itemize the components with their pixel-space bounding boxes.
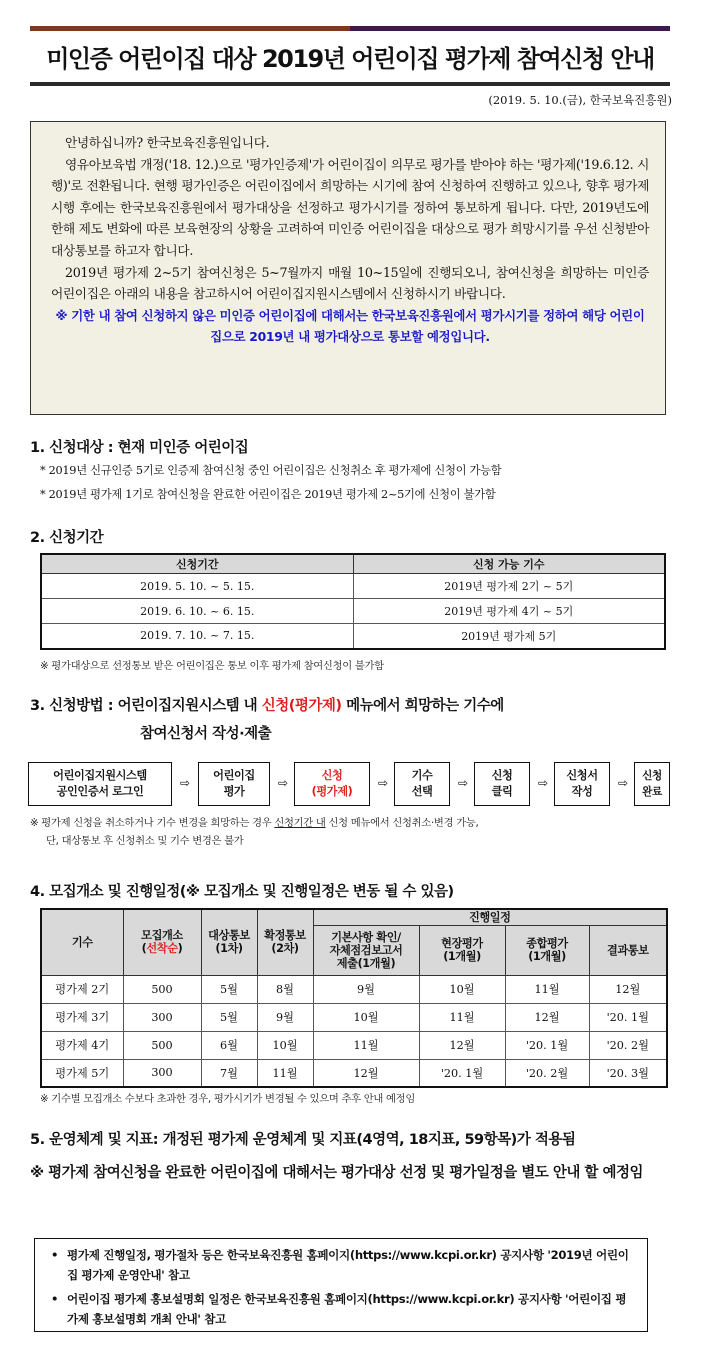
closing-notice: ※ 평가제 참여신청을 완료한 어린이집에 대해서는 평가대상 선정 및 평가일정을 별도 안내 할 예정임	[30, 1165, 643, 1181]
application-period-table	[40, 553, 666, 650]
header-text: (1차)	[215, 942, 243, 956]
header-text: 자체점검보고서	[329, 943, 403, 957]
section-3-note-2: 단, 대상통보 후 신청취소 및 기수 변경은 불가	[46, 835, 244, 847]
schedule-cell: 10월	[313, 1003, 419, 1031]
section-4-note: ※ 기수별 모집개소 수보다 초과한 경우, 평가시기가 변경될 수 있으며 추후 안내 예정임	[40, 1093, 415, 1105]
schedule-cell: 평가제 2기	[41, 975, 123, 1003]
schedule-cell: 500	[123, 1031, 201, 1059]
table-row	[41, 1031, 667, 1059]
table-row	[41, 975, 667, 1003]
section-3-note-1	[30, 814, 478, 829]
column-header-overall	[505, 925, 589, 975]
flow-step-label: 어린이집지원시스템	[53, 769, 147, 782]
arrow-right-icon: ⇨	[277, 776, 289, 790]
table-row	[41, 574, 665, 599]
schedule-cell: 12월	[505, 1003, 589, 1031]
flow-step-click-apply	[474, 762, 530, 806]
section-2-note: ※ 평가대상으로 선정통보 받은 어린이집은 통보 이후 평가제 참여신청이 불가함	[40, 660, 384, 672]
schedule-cell: '20. 2월	[589, 1031, 667, 1059]
header-text: 현장평가	[441, 937, 483, 950]
header-text: (2차)	[271, 942, 299, 956]
flow-step-write-form	[554, 762, 610, 806]
schedule-cell: '20. 1월	[419, 1059, 505, 1087]
flow-step-label: 신청	[642, 770, 662, 782]
table-row	[41, 599, 665, 624]
schedule-cell: '20. 2월	[505, 1059, 589, 1087]
first-come-label: 선착순	[146, 942, 178, 956]
flow-step-label: 클릭	[491, 785, 513, 798]
reference-item	[49, 1289, 635, 1329]
period-cell: 2019. 7. 10. ~ 7. 15.	[41, 624, 353, 649]
header-text: 제출(1개월)	[336, 956, 396, 970]
section-1-note-1: * 2019년 신규인증 5기로 인증제 참여신청 중인 어린이집은 신청취소 후 평가제에 신청이 가능함	[40, 464, 502, 477]
page-title: 미인증 어린이집 대상 2019년 어린이집 평가제 참여신청 안내	[46, 45, 654, 73]
column-header-period: 신청기간	[41, 554, 353, 574]
column-header-onsite	[419, 925, 505, 975]
period-cell: 2019. 5. 10. ~ 5. 15.	[41, 574, 353, 599]
column-header-terms: 신청 가능 기수	[353, 554, 665, 574]
flow-step-label: 어린이집	[213, 769, 255, 782]
schedule-cell: 10월	[419, 975, 505, 1003]
table-header-row	[41, 909, 667, 925]
schedule-cell: 11월	[419, 1003, 505, 1031]
column-header-result: 결과통보	[589, 925, 667, 975]
flow-step-label: 선택	[411, 785, 433, 798]
arrow-right-icon: ⇨	[377, 776, 389, 790]
column-header-term: 기수	[41, 909, 123, 975]
table-header-row	[41, 554, 665, 574]
notice-paragraph-schedule: 2019년 평가제 2~5기 참여신청은 5~7월까지 매월 10~15일에 진행되오니, 참여신청을 희망하는 미인증 어린이집은 아래의 내용을 참고하시어 어린이집지원시스템에서 신청하시기 바랍니다.	[51, 264, 649, 302]
greeting-notice-box	[30, 121, 666, 415]
column-header-capacity: 모집개소 (선착순)	[123, 909, 201, 975]
schedule-cell: 12월	[589, 975, 667, 1003]
flow-step-apply-menu	[294, 762, 370, 806]
arrow-right-icon: ⇨	[179, 776, 191, 790]
section-1-note-2: * 2019년 평가제 1기로 참여신청을 완료한 어린이집은 2019년 평가제 2~5기에 신청이 불가함	[40, 488, 496, 501]
column-header-first-notice	[201, 909, 257, 975]
application-flow	[28, 762, 670, 806]
schedule-cell: 6월	[201, 1031, 257, 1059]
header-color-bar	[30, 26, 670, 31]
arrow-right-icon: ⇨	[617, 776, 629, 790]
schedule-cell: 11월	[505, 975, 589, 1003]
header-text: (1개월)	[443, 950, 481, 963]
schedule-cell: 12월	[419, 1031, 505, 1059]
header-text: 확정통보	[264, 929, 306, 943]
schedule-cell: 7월	[201, 1059, 257, 1087]
bullet-icon: •	[51, 1248, 59, 1262]
section-3-heading-part-b: 메뉴에서 희망하는 기수에	[341, 698, 504, 714]
header-text: (1개월)	[528, 950, 566, 963]
section-3-note-underlined: 신청기간 내	[274, 817, 326, 829]
section-3-heading-part-a: 3. 신청방법 : 어린이집지원시스템 내	[30, 698, 262, 714]
flow-step-login	[28, 762, 172, 806]
column-header-confirm-notice	[257, 909, 313, 975]
schedule-cell: 9월	[313, 975, 419, 1003]
header-bar-left	[30, 26, 350, 31]
flow-step-label: 기수	[411, 769, 433, 782]
flow-step-label: 신청서	[566, 769, 598, 782]
section-3-heading-menu: 신청(평가제)	[261, 698, 342, 714]
column-header-progress: 진행일정	[313, 909, 667, 925]
terms-cell: 2019년 평가제 2기 ~ 5기	[353, 574, 665, 599]
header-text: 대상통보	[208, 929, 250, 943]
reference-info-box	[34, 1238, 648, 1332]
flow-step-label: 완료	[642, 786, 662, 798]
schedule-cell: 500	[123, 975, 201, 1003]
notice-paragraph-law: 영유아보육법 개정('18. 12.)으로 '평가인증제'가 어린이집이 의무로 평가를 받아야 하는 '평가제('19.6.12. 시행)'로 전환됩니다. 현행 평가인증은 어린이집에서 희망하는 시기에 참여 신청하여 진행하고 있으나, 향후 평가제 시행 후에는 한국보육진흥원에서 평가대상을 선정하고 평가시기를 정하여 통보하게 됩니다. 다만, 2019년도에 한해 제도 변화에 따른 보육현장의 상황을 고려하여 미인증 어린이집을 대상으로 평가 희망시기를 우선 신청받아 대상통보를 하고자 합니다.	[51, 156, 649, 258]
schedule-cell: 9월	[257, 1003, 313, 1031]
flow-step-select-term	[394, 762, 450, 806]
flow-step-label: (평가제)	[311, 785, 353, 798]
schedule-cell: 평가제 4기	[41, 1031, 123, 1059]
arrow-right-icon: ⇨	[457, 776, 469, 790]
issue-date: (2019. 5. 10.(금), 한국보육진흥원)	[488, 93, 672, 107]
table-row	[41, 1059, 667, 1087]
flow-step-label: 신청	[321, 769, 343, 782]
schedule-cell: 11월	[313, 1031, 419, 1059]
table-row	[41, 624, 665, 649]
schedule-cell: 12월	[313, 1059, 419, 1087]
notice-greeting: 안녕하십니까? 한국보육진흥원입니다.	[64, 135, 270, 150]
flow-step-label: 작성	[571, 785, 593, 798]
section-3-heading-line-2: 참여신청서 작성·제출	[140, 726, 272, 742]
section-2-heading: 2. 신청기간	[30, 530, 104, 546]
schedule-cell: 300	[123, 1059, 201, 1087]
flow-step-evaluation	[198, 762, 270, 806]
reference-item-text: 어린이집 평가제 홍보설명회 일정은 한국보육진흥원 홈페이지(https://www.kcpi.or.kr) 공지사항 '어린이집 평가제 홍보설명회 개최 안내' 참고	[67, 1292, 627, 1326]
section-4-heading: 4. 모집개소 및 진행일정(※ 모집개소 및 진행일정은 변동 될 수 있음)	[30, 884, 454, 900]
schedule-cell: 11월	[257, 1059, 313, 1087]
bullet-icon: •	[51, 1292, 59, 1306]
header-text: 모집개소	[141, 929, 183, 943]
column-header-basic-check	[313, 925, 419, 975]
section-1-heading: 1. 신청대상 : 현재 미인증 어린이집	[30, 440, 249, 456]
section-5-heading: 5. 운영체계 및 지표: 개정된 평가제 운영체계 및 지표(4영역, 18지표, 59항목)가 적용됨	[30, 1132, 576, 1148]
table-row	[41, 1003, 667, 1031]
schedule-cell: 5월	[201, 975, 257, 1003]
section-3-heading	[30, 694, 504, 715]
flow-step-label: 평가	[223, 785, 245, 798]
flow-step-complete	[634, 762, 670, 806]
arrow-right-icon: ⇨	[537, 776, 549, 790]
schedule-cell: '20. 3월	[589, 1059, 667, 1087]
schedule-cell: 300	[123, 1003, 201, 1031]
flow-step-label: 신청	[491, 769, 513, 782]
schedule-cell: '20. 1월	[589, 1003, 667, 1031]
schedule-cell: 5월	[201, 1003, 257, 1031]
title-divider	[30, 82, 670, 86]
section-3-note-text: 신청 메뉴에서 신청취소·변경 가능,	[325, 817, 479, 829]
schedule-table	[40, 908, 668, 1088]
terms-cell: 2019년 평가제 5기	[353, 624, 665, 649]
notice-warning: ※ 기한 내 참여 신청하지 않은 미인증 어린이집에 대해서는 한국보육진흥원에서 평가시기를 정하여 해당 어린이집으로 2019년 내 평가대상으로 통보할 예정입니다.	[55, 307, 645, 345]
period-cell: 2019. 6. 10. ~ 6. 15.	[41, 599, 353, 624]
section-3-note-text: ※ 평가제 신청을 취소하거나 기수 변경을 희망하는 경우	[30, 817, 275, 829]
schedule-cell: 평가제 5기	[41, 1059, 123, 1087]
reference-item	[49, 1245, 635, 1285]
reference-item-text: 평가제 진행일정, 평가절차 등은 한국보육진흥원 홈페이지(https://www.kcpi.or.kr) 공지사항 '2019년 어린이집 평가제 운영안내' 참고	[67, 1248, 629, 1282]
schedule-cell: 8월	[257, 975, 313, 1003]
header-text: 종합평가	[526, 937, 568, 950]
schedule-cell: 10월	[257, 1031, 313, 1059]
schedule-cell: 평가제 3기	[41, 1003, 123, 1031]
header-text: 기본사항 확인/	[331, 930, 401, 944]
flow-step-label: 공인인증서 로그인	[56, 785, 144, 798]
terms-cell: 2019년 평가제 4기 ~ 5기	[353, 599, 665, 624]
header-bar-right	[350, 26, 670, 31]
schedule-cell: '20. 1월	[505, 1031, 589, 1059]
